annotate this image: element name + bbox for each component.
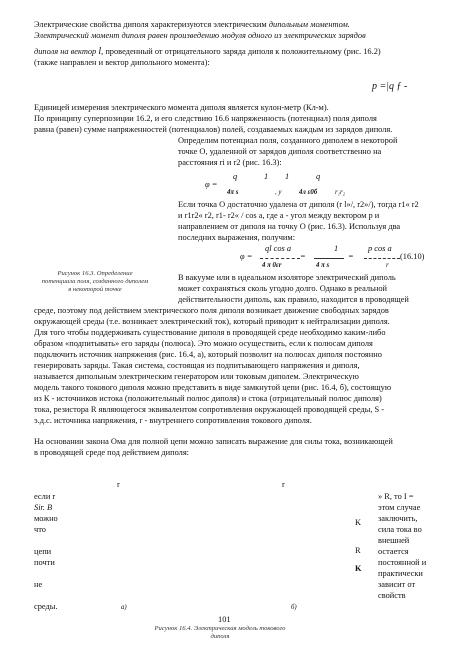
phi-top-one2: 1 [285, 172, 290, 181]
intro-dipole-moment-term: дипольным моментом. [268, 20, 350, 29]
phi-top-q2: q [316, 172, 321, 181]
intro-line-3-italic: диполя на вектор [34, 47, 99, 56]
right-col-line-5: внешней [378, 536, 410, 545]
vector-l-symbol: l [98, 46, 102, 57]
phi-formula [205, 172, 345, 200]
figure-16-4-caption [110, 625, 330, 641]
ohm-pochti: почти [34, 558, 55, 567]
figure-16-3-caption [20, 270, 170, 294]
vacuum-line-1: В вакууме или в идеальном изоляторе электрический диполь [178, 273, 396, 282]
ohm-if-r: если r [34, 492, 56, 501]
right-col-line-10: свойств [378, 591, 406, 600]
dipole-moment-formula: p =|q ƒ - [372, 81, 408, 92]
circuit-label-k-bottom: K [355, 564, 362, 573]
equation-number: (16.10) [400, 252, 425, 261]
final-fraction-line-3 [364, 258, 400, 259]
final-lhs: φ = [240, 252, 253, 261]
superposition-line-2: равна (равен) сумме напряженностей (потенциалов) полей, создаваемых каждым из зарядов диполя. [34, 125, 393, 134]
figure-16-3-caption-line-1: Рисунок 16.3. Определение [57, 270, 133, 277]
ohm-sir: Ѕir. В [34, 503, 53, 512]
right-col-line-9: зависит от [378, 580, 416, 589]
final-bot-1: 4 π 0εr [262, 262, 282, 269]
ohm-r-left: r [117, 480, 120, 489]
right-col-line-1: » R, то I = [378, 492, 414, 501]
right-col-line-6: остается [378, 547, 409, 556]
right-col-line-4: сила тока во [378, 525, 422, 534]
intro-line-4: (также направлен и вектор дипольного момента): [34, 58, 210, 67]
phi-mid: , у [275, 189, 282, 196]
circuit-label-r: R [355, 546, 361, 555]
phi-denom-1: 4π s [227, 189, 239, 196]
figure-16-4-label-b: б) [291, 604, 297, 611]
medium-line-9: из К - источников истока (положительный полюс диполя) и стока (отрицательный полюс диполя) [34, 394, 382, 403]
circuit-label-k-top: K [355, 518, 362, 527]
units-line: Единицей измерения электрического момента диполя является кулон-метр (Кл-м). [34, 103, 329, 112]
ohm-cepi: цепи [34, 547, 52, 556]
potential-def-line-1: Определим потенциал поля, созданного диполем в некоторой [178, 136, 398, 145]
figure-16-4-label-a: а) [121, 604, 127, 611]
phi-lhs: φ = [205, 180, 218, 189]
figure-16-4-caption-line-2: диполя [210, 633, 230, 640]
medium-line-6: генерировать заряды. Такая система, состоящая из подпитывающего напряжения и диполя, [34, 361, 360, 370]
distance-line-1: Если точка О достаточно удалена от диполя (r l»/, r2»/), тогда r1« r2 [178, 200, 419, 209]
distance-line-4: последних выражения, получим: [178, 233, 296, 242]
right-col-line-8: практически [378, 569, 423, 578]
figure-16-4-caption-line-1: Рисунок 16.4. Электрическая модель токового [154, 625, 286, 632]
ohm-line-1: На основании закона Ома для полной цепи можно записать выражение для силы тока, возникающей [34, 437, 393, 446]
medium-line-2: окружающей среды (т.е. возникает электрический ток), который приводит к нейтрализации диполя. [34, 317, 390, 326]
figure-16-3-caption-line-3: в некоторой точке [68, 286, 122, 293]
medium-line-11: э.д.с. источника напряжения, r - внутреннего сопротивления токового диполя. [34, 416, 312, 425]
distance-line-2: и r1r2« r2, r1- r2« / cos a, где a - угол между вектором p и [178, 211, 380, 220]
final-fraction-line-2 [314, 258, 344, 259]
intro-line-2: Электрический момент диполя равен произведению модуля одного из электрических зарядов [34, 31, 366, 40]
phi-top-q1: q [233, 172, 238, 181]
ohm-r-right: r [282, 480, 285, 489]
intro-plain-text: Электрические свойства диполя характеризуются электрическим [34, 20, 269, 29]
phi-denom-3: r₁r₂ [335, 189, 346, 196]
final-bot-3: r [386, 262, 389, 269]
phi-top-one1: 1 [264, 172, 269, 181]
potential-def-line-2: точке О, удаленной от зарядов диполя соответственно на [178, 147, 382, 156]
final-bot-2: 4 π s [316, 262, 330, 269]
final-eq-1: = [300, 252, 306, 261]
medium-line-5: подключить источник напряжения (рис. 16.4, а), который позволит на полюсах диполя постоянно [34, 350, 382, 359]
superposition-line-1: По принципу суперпозиции 16.2, и его следствию 16.6 напряженность (потенциал) поля диполя [34, 114, 377, 123]
intro-line-1 [34, 20, 434, 31]
ohm-sredy: среды. [34, 602, 58, 611]
right-col-line-2: этом случае [378, 503, 421, 512]
ohm-line-2: в проводящей среде под действием диполя: [34, 448, 190, 457]
final-fraction-line-1 [260, 258, 300, 259]
right-col-line-7: постоянной и [378, 558, 427, 567]
final-formula [240, 244, 440, 272]
medium-line-1: среде, поэтому под действием электрического поля диполя возникает движение свободных зарядов [34, 306, 389, 315]
distance-line-3: направлением от диполя на точку О (рис. 16.3). Используя два [178, 222, 401, 231]
final-eq-2: = [348, 252, 354, 261]
medium-line-4: образом «подпитывать» его заряды (полюса). Это можно осуществить, если к полюсам диполя [34, 339, 373, 348]
final-top-3: p cos a [368, 244, 392, 253]
medium-line-10: тока, резистора R являющегося эквивалентом сопротивления окружающей проводящей среды, Ѕ - [34, 405, 385, 414]
medium-line-8: модель такого токового диполя можно представить в виде замкнутой цепи (рис. 16.4, б), состоящую [34, 383, 392, 392]
vacuum-line-3: действительности диполь, как правило, находится в проводящей [178, 295, 409, 304]
ohm-ne: не [34, 580, 43, 589]
ohm-chto: что [34, 525, 46, 534]
phi-denom-2: 4л ε0б [299, 189, 318, 196]
intro-line-3-plain: , проведенный от отрицательного заряда диполя к положительному (рис. 16.2) [101, 47, 381, 56]
medium-line-7: называется дипольным электрическим генератором или токовым диполем. Электрическую [34, 372, 359, 381]
final-top-2: 1 [334, 244, 339, 253]
intro-line-3 [34, 47, 439, 58]
figure-16-3-caption-line-2: потенциала поля, созданного диполем [41, 278, 149, 285]
medium-line-3: Для того чтобы поддерживать существование диполя в проводящей среде необходимо каким-либо [34, 328, 386, 337]
page-number: 101 [218, 615, 231, 624]
vacuum-line-2: может сохраняться сколь угодно долго. Однако в реальной [178, 284, 388, 293]
potential-def-line-3: расстояния ri и r2 (рис. 16.3): [178, 158, 282, 167]
final-top-1: ql cos a [265, 244, 292, 253]
right-col-line-3: заключить, [378, 514, 418, 523]
ohm-mozhno: можно [34, 514, 58, 523]
